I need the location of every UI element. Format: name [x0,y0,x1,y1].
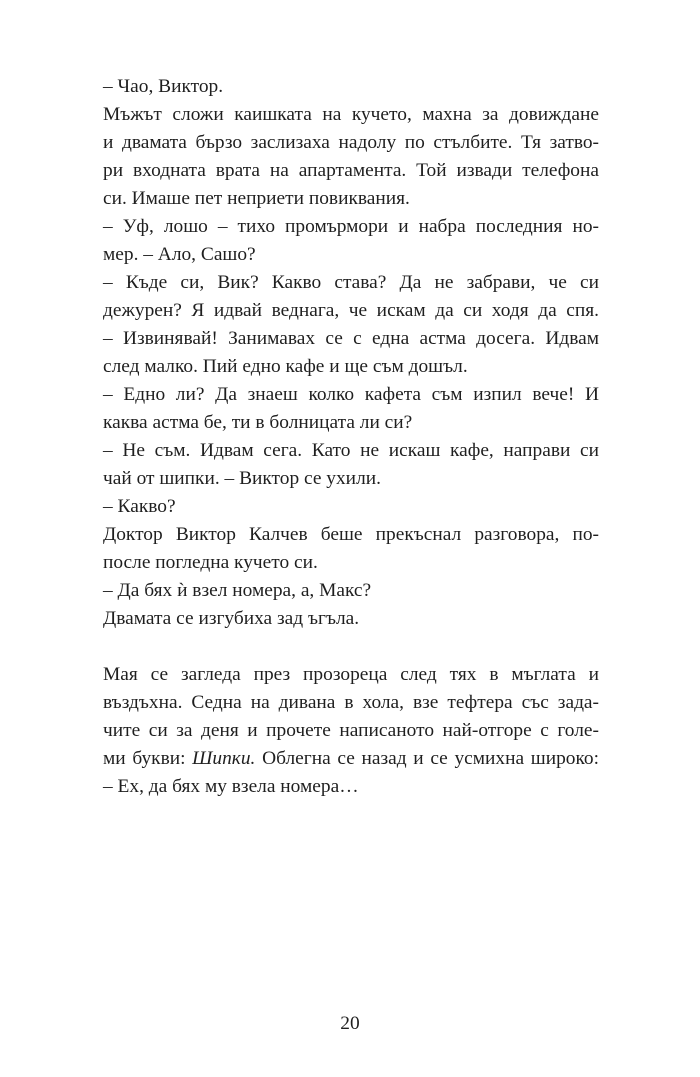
text-line: след малко. Пий едно кафе и ще съм дошъл. [103,356,468,377]
text-line-with-italic [103,745,599,773]
text-line: – Къде си, Вик? Какво става? Да не забрави, че си [103,272,599,293]
text-line: чите си за деня и прочете написаното най-отгоре с голе- [103,720,599,741]
text-line: – Ех, да бях му взела номера… [103,776,359,797]
text-line: Доктор Виктор Калчев беше прекъснал разговора, по- [103,524,599,545]
text-line: си. Имаше пет неприети повиквания. [103,188,410,209]
section-break [103,633,599,661]
text-line: ри входната врата на апартамента. Той извади телефона [103,160,599,181]
text-line: – Уф, лошо – тихо промърмори и набра последния но- [103,216,599,237]
page-number: 20 [340,1013,360,1034]
text-line: Двамата се изгубиха зад ъгъла. [103,608,360,629]
text-fragment: Облегна се назад и се усмихна широко: [255,748,599,769]
text-line: – Извинявай! Занимавах се с една астма досега. Идвам [103,328,599,349]
text-line: – Едно ли? Да знаеш колко кафета съм изпил вече! И [103,384,599,405]
text-line: въздъхна. Седна на дивана в хола, взе тефтера със зада- [103,692,599,713]
text-line: мер. – Ало, Сашо? [103,244,256,265]
text-line: – Да бях ѝ взел номера, а, Макс? [103,580,372,601]
text-line: дежурен? Я идвай веднага, че искам да си ходя да спя. [103,300,599,321]
text-line: Мая се загледа през прозореца след тях в мъглата и [103,664,599,685]
text-line: после погледна кучето си. [103,552,318,573]
text-line: каква астма бе, ти в болницата ли си? [103,412,413,433]
text-line: – Чао, Виктор. [103,76,224,97]
text-line: и двамата бързо заслизаха надолу по стълбите. Тя затво- [103,132,599,153]
italic-word: Шипки. [192,748,256,769]
text-line: – Не съм. Идвам сега. Като не искаш кафе, направи си [103,440,599,461]
text-fragment: ми букви: [103,748,193,769]
text-line: – Какво? [103,496,176,517]
text-line: Мъжът сложи каишката на кучето, махна за довиждане [103,104,599,125]
text-line: чай от шипки. – Виктор се ухили. [103,468,381,489]
page-body-text [103,73,599,801]
